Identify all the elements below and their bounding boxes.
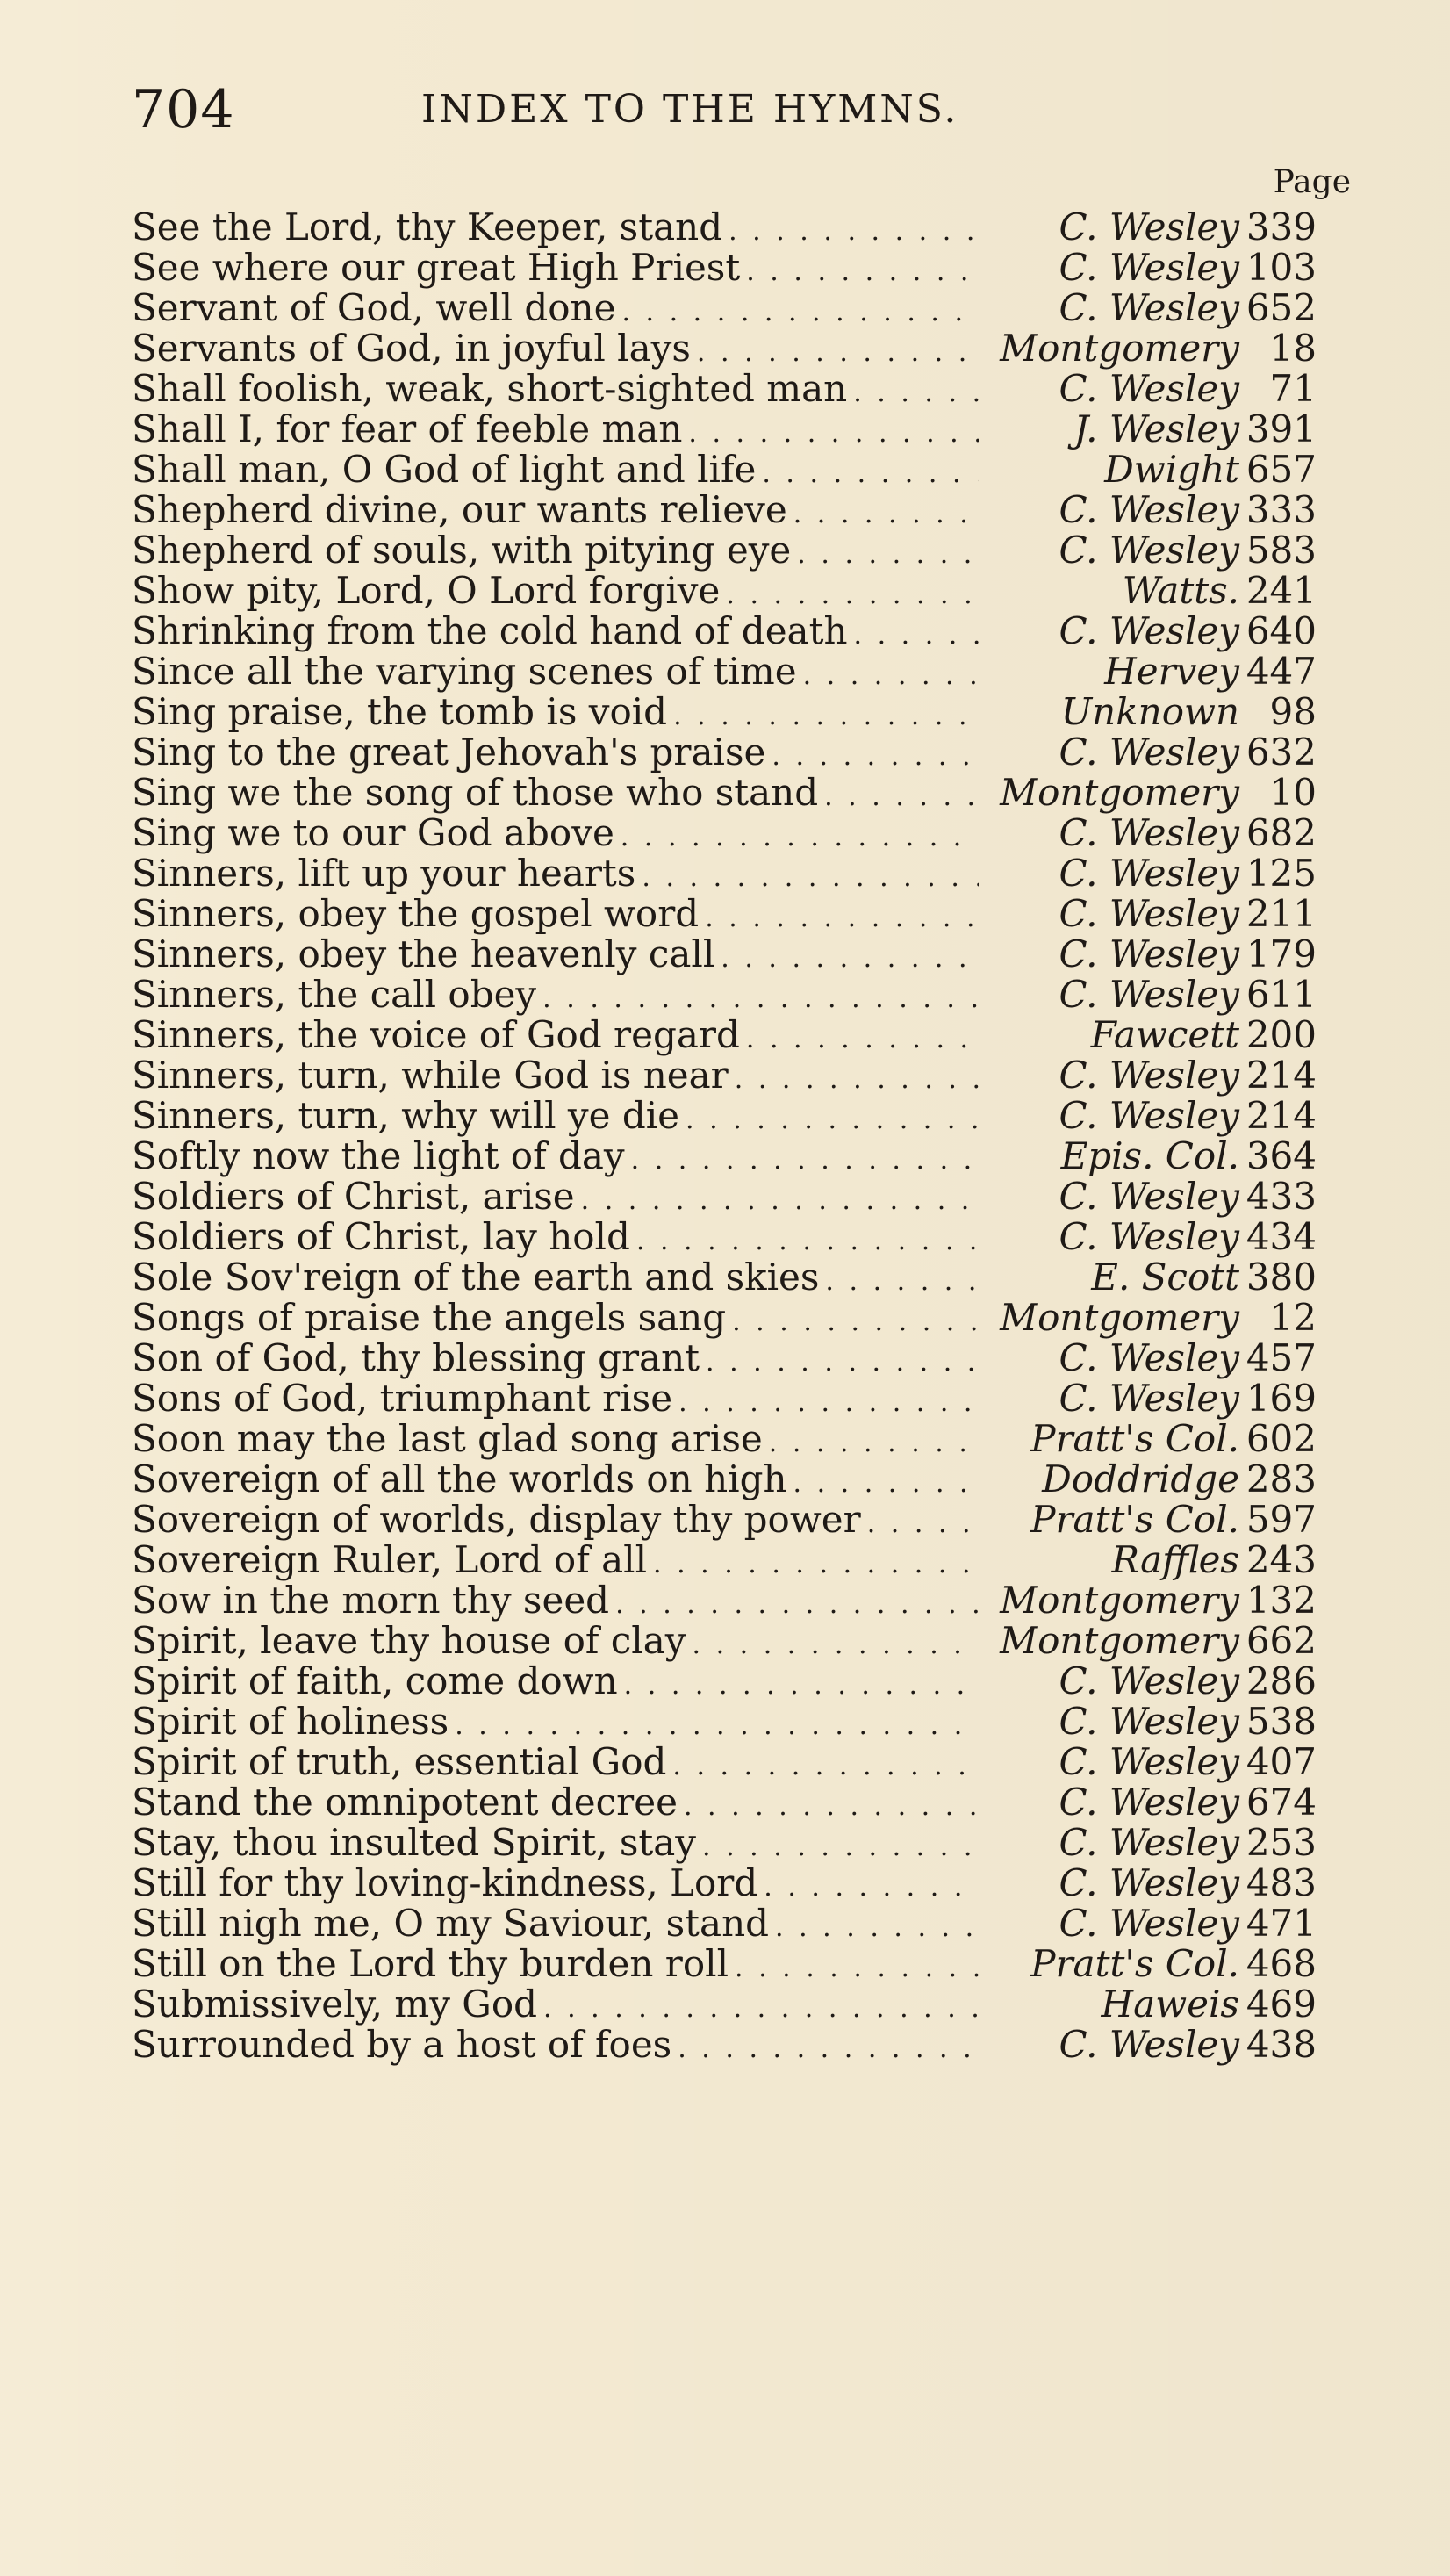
index-entry xyxy=(132,692,1317,732)
hymn-first-line: Spirit of holiness xyxy=(132,1700,449,1743)
hymn-first-line: Softly now the light of day xyxy=(132,1134,625,1177)
hymn-page-number: 243 xyxy=(1245,1538,1317,1581)
index-entry xyxy=(132,450,1317,490)
index-entry xyxy=(132,611,1317,651)
hymn-first-line: Sovereign of all the worlds on high xyxy=(132,1457,787,1500)
hymn-author: J. Wesley xyxy=(1073,407,1239,450)
dot-leaders xyxy=(793,494,979,535)
index-entry xyxy=(132,1217,1317,1257)
hymn-page-number: 471 xyxy=(1245,1902,1317,1945)
hymn-page-number: 433 xyxy=(1245,1175,1317,1218)
page-column-label: Page xyxy=(1273,164,1351,200)
hymn-index-list xyxy=(132,207,1317,2065)
index-entry xyxy=(132,1500,1317,1540)
hymn-author: C. Wesley xyxy=(1059,1740,1239,1783)
index-entry xyxy=(132,288,1317,328)
hymn-first-line: Sow in the morn thy seed xyxy=(132,1579,610,1622)
hymn-page-number: 103 xyxy=(1245,246,1317,289)
hymn-author: Watts. xyxy=(1122,569,1239,612)
hymn-author: C. Wesley xyxy=(1059,1215,1239,1258)
dot-leaders xyxy=(721,939,979,979)
hymn-author: C. Wesley xyxy=(1059,1054,1239,1097)
index-entry xyxy=(132,1096,1317,1136)
hymn-page-number: 657 xyxy=(1245,448,1317,491)
hymn-first-line: Soldiers of Christ, lay hold xyxy=(132,1215,630,1258)
dot-leaders xyxy=(621,817,979,858)
dot-leaders xyxy=(746,252,979,292)
index-entry xyxy=(132,1298,1317,1338)
hymn-first-line: Still on the Lord thy burden roll xyxy=(132,1942,729,1985)
hymn-author: C. Wesley xyxy=(1059,973,1239,1016)
hymn-author: C. Wesley xyxy=(1059,1377,1239,1420)
hymn-first-line: Sinners, obey the heavenly call xyxy=(132,932,715,975)
hymn-author: Hervey xyxy=(1104,650,1239,693)
hymn-page-number: 286 xyxy=(1245,1659,1317,1702)
hymn-author: C. Wesley xyxy=(1059,852,1239,895)
hymn-first-line: Sovereign of worlds, display thy power xyxy=(132,1498,861,1541)
page-number: 704 xyxy=(132,79,235,140)
dot-leaders xyxy=(653,1544,979,1585)
index-entry xyxy=(132,1136,1317,1176)
hymn-author: C. Wesley xyxy=(1059,488,1239,531)
hymn-author: Montgomery xyxy=(1000,327,1239,370)
index-entry xyxy=(132,571,1317,611)
index-entry xyxy=(132,732,1317,773)
dot-leaders xyxy=(693,1625,980,1666)
hymn-page-number: 71 xyxy=(1269,367,1317,410)
hymn-page-number: 602 xyxy=(1245,1417,1317,1460)
dot-leaders xyxy=(678,2029,979,2069)
hymn-first-line: Sinners, the call obey xyxy=(132,973,537,1016)
hymn-page-number: 12 xyxy=(1269,1296,1317,1339)
hymn-author: C. Wesley xyxy=(1059,1821,1239,1864)
index-entry xyxy=(132,1176,1317,1217)
hymn-first-line: Son of God, thy blessing grant xyxy=(132,1336,700,1379)
hymn-author: C. Wesley xyxy=(1059,1700,1239,1743)
hymn-first-line: Shepherd of souls, with pitying eye xyxy=(132,529,792,572)
hymn-page-number: 179 xyxy=(1245,932,1317,975)
hymn-first-line: Spirit of truth, essential God xyxy=(132,1740,667,1783)
dot-leaders xyxy=(705,898,979,939)
dot-leaders xyxy=(769,1423,979,1464)
hymn-author: C. Wesley xyxy=(1059,1781,1239,1824)
index-entry xyxy=(132,1338,1317,1378)
hymn-first-line: Shall I, for fear of feeble man xyxy=(132,407,683,450)
hymn-first-line: Sing we the song of those who stand xyxy=(132,771,819,814)
hymn-page-number: 253 xyxy=(1245,1821,1317,1864)
index-entry xyxy=(132,1055,1317,1096)
hymn-first-line: Shepherd divine, our wants relieve xyxy=(132,488,787,531)
index-entry xyxy=(132,1580,1317,1621)
hymn-author: C. Wesley xyxy=(1059,892,1239,935)
hymn-first-line: Since all the varying scenes of time xyxy=(132,650,797,693)
dot-leaders xyxy=(853,373,979,414)
dot-leaders xyxy=(581,1181,979,1221)
dot-leaders xyxy=(706,1342,979,1383)
index-entry xyxy=(132,975,1317,1015)
hymn-page-number: 457 xyxy=(1245,1336,1317,1379)
index-entry xyxy=(132,2025,1317,2065)
dot-leaders xyxy=(672,1746,979,1787)
hymn-page-number: 132 xyxy=(1245,1579,1317,1622)
hymn-page-number: 469 xyxy=(1245,1982,1317,2026)
hymn-author: C. Wesley xyxy=(1059,609,1239,652)
hymn-first-line: Soon may the last glad song arise xyxy=(132,1417,763,1460)
hymn-page-number: 339 xyxy=(1245,205,1317,248)
hymn-author: C. Wesley xyxy=(1059,2023,1239,2066)
hymn-page-number: 407 xyxy=(1245,1740,1317,1783)
dot-leaders xyxy=(746,1019,979,1060)
dot-leaders xyxy=(735,1948,979,1989)
hymn-first-line: Sons of God, triumphant rise xyxy=(132,1377,673,1420)
hymn-author: C. Wesley xyxy=(1059,1861,1239,1904)
index-entry xyxy=(132,1782,1317,1823)
hymn-first-line: Servant of God, well done xyxy=(132,286,616,329)
hymn-page-number: 98 xyxy=(1269,690,1317,733)
hymn-author: Doddridge xyxy=(1042,1457,1239,1500)
hymn-first-line: Spirit of faith, come down xyxy=(132,1659,618,1702)
index-entry xyxy=(132,207,1317,248)
dot-leaders xyxy=(732,1302,979,1342)
hymn-first-line: Still for thy loving-kindness, Lord xyxy=(132,1861,758,1904)
hymn-page-number: 640 xyxy=(1245,609,1317,652)
hymn-author: C. Wesley xyxy=(1059,932,1239,975)
hymn-first-line: Sovereign Ruler, Lord of all xyxy=(132,1538,647,1581)
index-entry xyxy=(132,409,1317,450)
index-entry xyxy=(132,894,1317,934)
hymn-author: Pratt's Col. xyxy=(1030,1417,1239,1460)
hymn-author: C. Wesley xyxy=(1059,730,1239,774)
index-entry xyxy=(132,1378,1317,1419)
index-entry xyxy=(132,1863,1317,1903)
index-entry xyxy=(132,248,1317,288)
hymn-page-number: 597 xyxy=(1245,1498,1317,1541)
hymn-page-number: 214 xyxy=(1245,1094,1317,1137)
hymn-author: C. Wesley xyxy=(1059,811,1239,854)
index-entry xyxy=(132,1257,1317,1298)
hymn-first-line: Submissively, my God xyxy=(132,1982,537,2026)
hymn-page-number: 438 xyxy=(1245,2023,1317,2066)
hymn-first-line: Still nigh me, O my Saviour, stand xyxy=(132,1902,770,1945)
hymn-author: C. Wesley xyxy=(1059,529,1239,572)
hymn-author: Pratt's Col. xyxy=(1030,1942,1239,1985)
index-entry xyxy=(132,328,1317,369)
hymn-page-number: 283 xyxy=(1245,1457,1317,1500)
hymn-first-line: Songs of praise the angels sang xyxy=(132,1296,727,1339)
hymn-author: Dwight xyxy=(1104,448,1239,491)
hymn-page-number: 364 xyxy=(1245,1134,1317,1177)
hymn-page-number: 674 xyxy=(1245,1781,1317,1824)
hymn-page-number: 214 xyxy=(1245,1054,1317,1097)
running-head-title: INDEX TO THE HYMNS. xyxy=(421,87,959,132)
hymn-first-line: Sinners, the voice of God regard xyxy=(132,1013,740,1056)
dot-leaders xyxy=(764,1867,979,1908)
index-entry xyxy=(132,1823,1317,1863)
hymn-author: Unknown xyxy=(1060,690,1239,733)
hymn-page-number: 125 xyxy=(1245,852,1317,895)
dot-leaders xyxy=(624,1666,979,1706)
hymn-author: Montgomery xyxy=(1000,1579,1239,1622)
hymn-author: E. Scott xyxy=(1091,1256,1239,1299)
hymn-page-number: 468 xyxy=(1245,1942,1317,1985)
hymn-author: Raffles xyxy=(1111,1538,1239,1581)
hymn-first-line: See where our great High Priest xyxy=(132,246,741,289)
index-entry xyxy=(132,1661,1317,1702)
index-entry xyxy=(132,651,1317,692)
hymn-first-line: Sing we to our God above xyxy=(132,811,614,854)
dot-leaders xyxy=(825,1262,979,1302)
index-entry xyxy=(132,934,1317,975)
dot-leaders xyxy=(854,615,979,656)
dot-leaders xyxy=(775,1908,979,1948)
hymn-author: Montgomery xyxy=(1000,771,1239,814)
dot-leaders xyxy=(762,454,979,494)
hymn-author: C. Wesley xyxy=(1059,1094,1239,1137)
hymn-page-number: 682 xyxy=(1245,811,1317,854)
index-entry xyxy=(132,813,1317,853)
hymn-first-line: Shall foolish, weak, short-sighted man xyxy=(132,367,848,410)
hymn-first-line: Show pity, Lord, O Lord forgive xyxy=(132,569,721,612)
hymn-page-number: 333 xyxy=(1245,488,1317,531)
hymn-first-line: Stay, thou insulted Spirit, stay xyxy=(132,1821,697,1864)
page-header xyxy=(132,79,1317,154)
hymn-page-number: 380 xyxy=(1245,1256,1317,1299)
dot-leaders xyxy=(631,1140,979,1181)
index-entry xyxy=(132,1742,1317,1782)
hymn-author: Montgomery xyxy=(1000,1296,1239,1339)
index-entry xyxy=(132,530,1317,571)
hymn-author: C. Wesley xyxy=(1059,367,1239,410)
hymn-page-number: 211 xyxy=(1245,892,1317,935)
hymn-author: C. Wesley xyxy=(1059,1336,1239,1379)
hymn-first-line: Stand the omnipotent decree xyxy=(132,1781,678,1824)
dot-leaders xyxy=(867,1504,979,1544)
hymn-first-line: Sing to the great Jehovah's praise xyxy=(132,730,766,774)
hymn-first-line: Shall man, O God of light and life xyxy=(132,448,757,491)
hymn-author: C. Wesley xyxy=(1059,1175,1239,1218)
hymn-first-line: Soldiers of Christ, arise xyxy=(132,1175,575,1218)
hymn-author: Epis. Col. xyxy=(1060,1134,1239,1177)
dot-leaders xyxy=(686,1100,979,1140)
index-entry xyxy=(132,1944,1317,1984)
hymn-first-line: Spirit, leave thy house of clay xyxy=(132,1619,686,1662)
hymn-author: Pratt's Col. xyxy=(1030,1498,1239,1541)
index-entry xyxy=(132,1903,1317,1944)
index-entry xyxy=(132,1702,1317,1742)
hymn-author: Fawcett xyxy=(1090,1013,1239,1056)
hymn-first-line: Servants of God, in joyful lays xyxy=(132,327,691,370)
hymn-page-number: 200 xyxy=(1245,1013,1317,1056)
hymn-page-number: 18 xyxy=(1269,327,1317,370)
hymn-author: C. Wesley xyxy=(1059,205,1239,248)
index-entry xyxy=(132,1984,1317,2025)
hymn-first-line: Sinners, obey the gospel word xyxy=(132,892,700,935)
hymn-author: C. Wesley xyxy=(1059,1902,1239,1945)
hymn-author: C. Wesley xyxy=(1059,246,1239,289)
hymn-first-line: Surrounded by a host of foes xyxy=(132,2023,672,2066)
hymn-page-number: 611 xyxy=(1245,973,1317,1016)
dot-leaders xyxy=(729,212,979,252)
hymn-first-line: Sinners, turn, why will ye die xyxy=(132,1094,680,1137)
dot-leaders xyxy=(684,1787,979,1827)
hymn-page-number: 391 xyxy=(1245,407,1317,450)
hymn-first-line: Sole Sov'reign of the earth and skies xyxy=(132,1256,820,1299)
index-entry xyxy=(132,369,1317,409)
index-entry xyxy=(132,773,1317,813)
hymn-page-number: 632 xyxy=(1245,730,1317,774)
hymn-page-number: 169 xyxy=(1245,1377,1317,1420)
hymn-page-number: 434 xyxy=(1245,1215,1317,1258)
hymn-page-number: 10 xyxy=(1269,771,1317,814)
index-entry xyxy=(132,1015,1317,1055)
hymn-page-number: 662 xyxy=(1245,1619,1317,1662)
hymn-page-number: 447 xyxy=(1245,650,1317,693)
index-entry xyxy=(132,1419,1317,1459)
hymn-author: C. Wesley xyxy=(1059,1659,1239,1702)
hymn-author: Haweis xyxy=(1101,1982,1239,2026)
hymn-author: C. Wesley xyxy=(1059,286,1239,329)
index-entry xyxy=(132,1459,1317,1500)
dot-leaders xyxy=(797,535,979,575)
hymn-page-number: 241 xyxy=(1245,569,1317,612)
hymn-first-line: Sing praise, the tomb is void xyxy=(132,690,668,733)
dot-leaders xyxy=(824,777,979,817)
hymn-first-line: See the Lord, thy Keeper, stand xyxy=(132,205,723,248)
hymn-author: Montgomery xyxy=(1000,1619,1239,1662)
index-entry xyxy=(132,490,1317,530)
index-entry xyxy=(132,1621,1317,1661)
hymn-page-number: 652 xyxy=(1245,286,1317,329)
hymn-first-line: Sinners, lift up your hearts xyxy=(132,852,636,895)
hymn-first-line: Shrinking from the cold hand of death xyxy=(132,609,848,652)
hymn-first-line: Sinners, turn, while God is near xyxy=(132,1054,729,1097)
hymn-page-number: 538 xyxy=(1245,1700,1317,1743)
dot-leaders xyxy=(735,1060,979,1100)
dot-leaders xyxy=(803,656,979,696)
hymn-page-number: 583 xyxy=(1245,529,1317,572)
hymn-page-number: 483 xyxy=(1245,1861,1317,1904)
index-entry xyxy=(132,853,1317,894)
index-entry xyxy=(132,1540,1317,1580)
